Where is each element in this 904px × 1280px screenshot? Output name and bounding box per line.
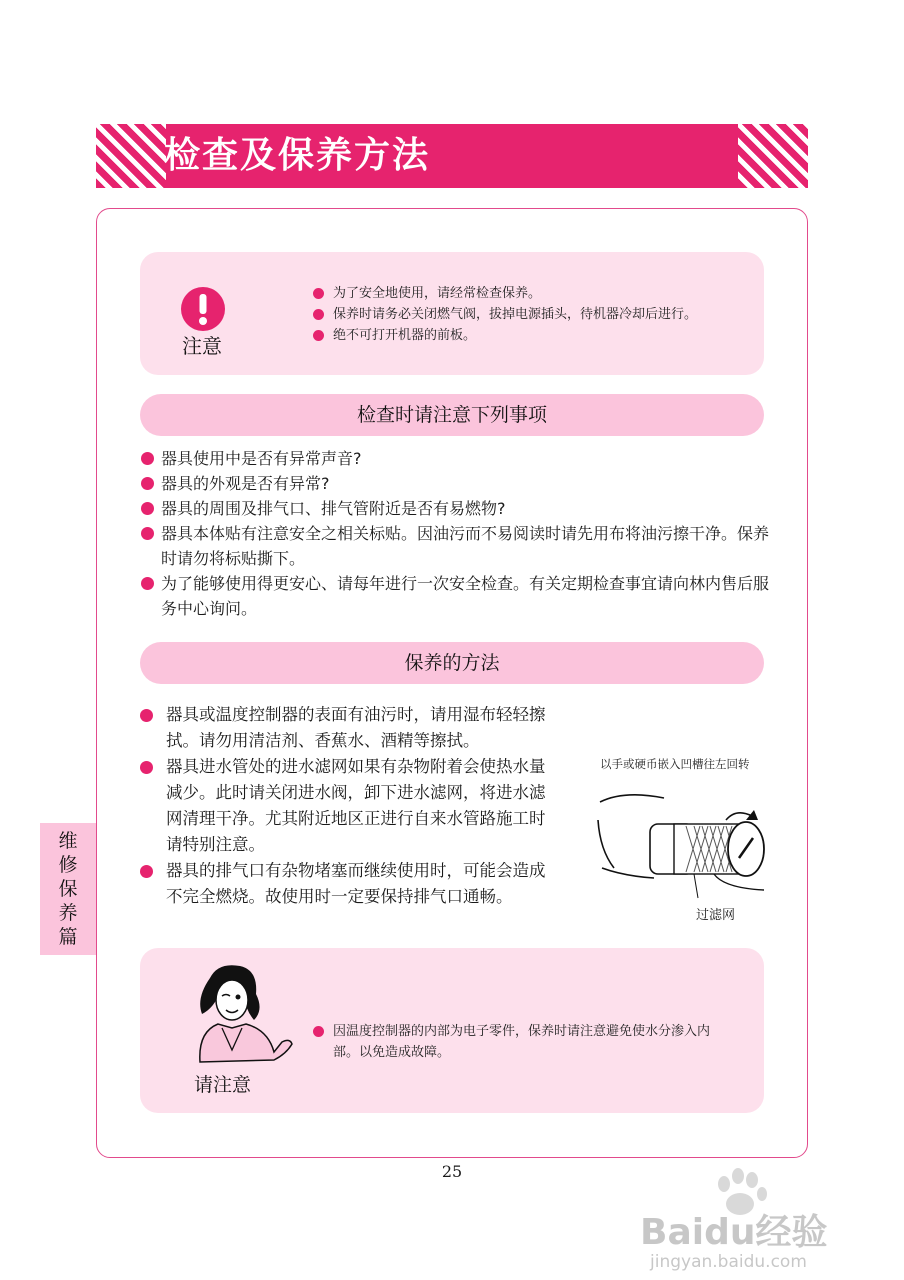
side-tab-char: 保 (58, 878, 78, 900)
bullet-icon (140, 761, 153, 774)
list-item: 器具的排气口有杂物堵塞而继续使用时，可能会造成不完全燃烧。故使用时一定要保持排气口通畅。 (140, 858, 554, 910)
watermark-brand: Baidu经验 (640, 1212, 828, 1253)
list-item: 器具使用中是否有异常声音? (141, 446, 775, 471)
bullet-icon (141, 577, 154, 590)
list-item: 为了安全地使用，请经常检查保养。 (313, 283, 753, 304)
page-title: 检查及保养方法 (164, 135, 431, 176)
side-tab (40, 823, 96, 955)
caution-label: 注意 (182, 334, 222, 358)
side-tab-char: 篇 (58, 926, 78, 948)
list-item: 器具进水管处的进水滤网如果有杂物附着会使热水量减少。此时请关闭进水阀，卸下进水滤网，将进水滤网清理干净。尤其附近地区正进行自来水管路施工时请特别注意。 (140, 754, 554, 858)
filter-illustration (594, 780, 772, 900)
filter-caption: 以手或硬币嵌入凹槽往左回转 (600, 757, 750, 771)
woman-illustration (178, 958, 298, 1068)
side-tab-label (40, 829, 96, 949)
list-item: 器具本体贴有注意安全之相关标贴。因油污而不易阅读时请先用布将油污擦干净。保养时请勿将标贴撕下。 (141, 521, 775, 571)
watermark-url: jingyan.baidu.com (650, 1252, 807, 1272)
exclamation-icon (181, 287, 225, 331)
inspection-heading: 检查时请注意下列事项 (140, 394, 764, 436)
list-item: 为了能够使用得更安心、请每年进行一次安全检查。有关定期检查事宜请向林内售后服务中心询问。 (141, 571, 775, 621)
banner-stripes-right (738, 124, 808, 188)
filter-label: 过滤网 (696, 908, 736, 923)
banner-stripes-left (96, 124, 166, 188)
title-banner (96, 124, 808, 188)
note-list (313, 1021, 733, 1063)
maintenance-list (140, 702, 554, 910)
bullet-icon (313, 288, 324, 299)
page-number: 25 (441, 1162, 463, 1181)
side-tab-char: 修 (58, 854, 78, 876)
list-item: 绝不可打开机器的前板。 (313, 325, 753, 346)
caution-list (313, 283, 753, 346)
note-label: 请注意 (194, 1074, 252, 1096)
list-item: 器具或温度控制器的表面有油污时，请用湿布轻轻擦拭。请勿用清洁剂、香蕉水、酒精等擦拭。 (140, 702, 554, 754)
maintenance-heading: 保养的方法 (140, 642, 764, 684)
bullet-icon (313, 309, 324, 320)
bullet-icon (313, 1026, 324, 1037)
list-item: 保养时请务必关闭燃气阀，拔掉电源插头，待机器冷却后进行。 (313, 304, 753, 325)
side-tab-char: 养 (58, 902, 78, 924)
bullet-icon (141, 527, 154, 540)
bullet-icon (141, 502, 154, 515)
list-item: 器具的周围及排气口、排气管附近是否有易燃物? (141, 496, 775, 521)
bullet-icon (313, 330, 324, 341)
list-item: 因温度控制器的内部为电子零件，保养时请注意避免使水分渗入内部。以免造成故障。 (313, 1021, 733, 1063)
bullet-icon (141, 477, 154, 490)
bullet-icon (140, 865, 153, 878)
list-item: 器具的外观是否有异常? (141, 471, 775, 496)
bullet-icon (141, 452, 154, 465)
baidu-watermark (640, 1168, 870, 1278)
inspection-list (141, 446, 775, 621)
side-tab-char: 维 (58, 830, 78, 852)
bullet-icon (140, 709, 153, 722)
